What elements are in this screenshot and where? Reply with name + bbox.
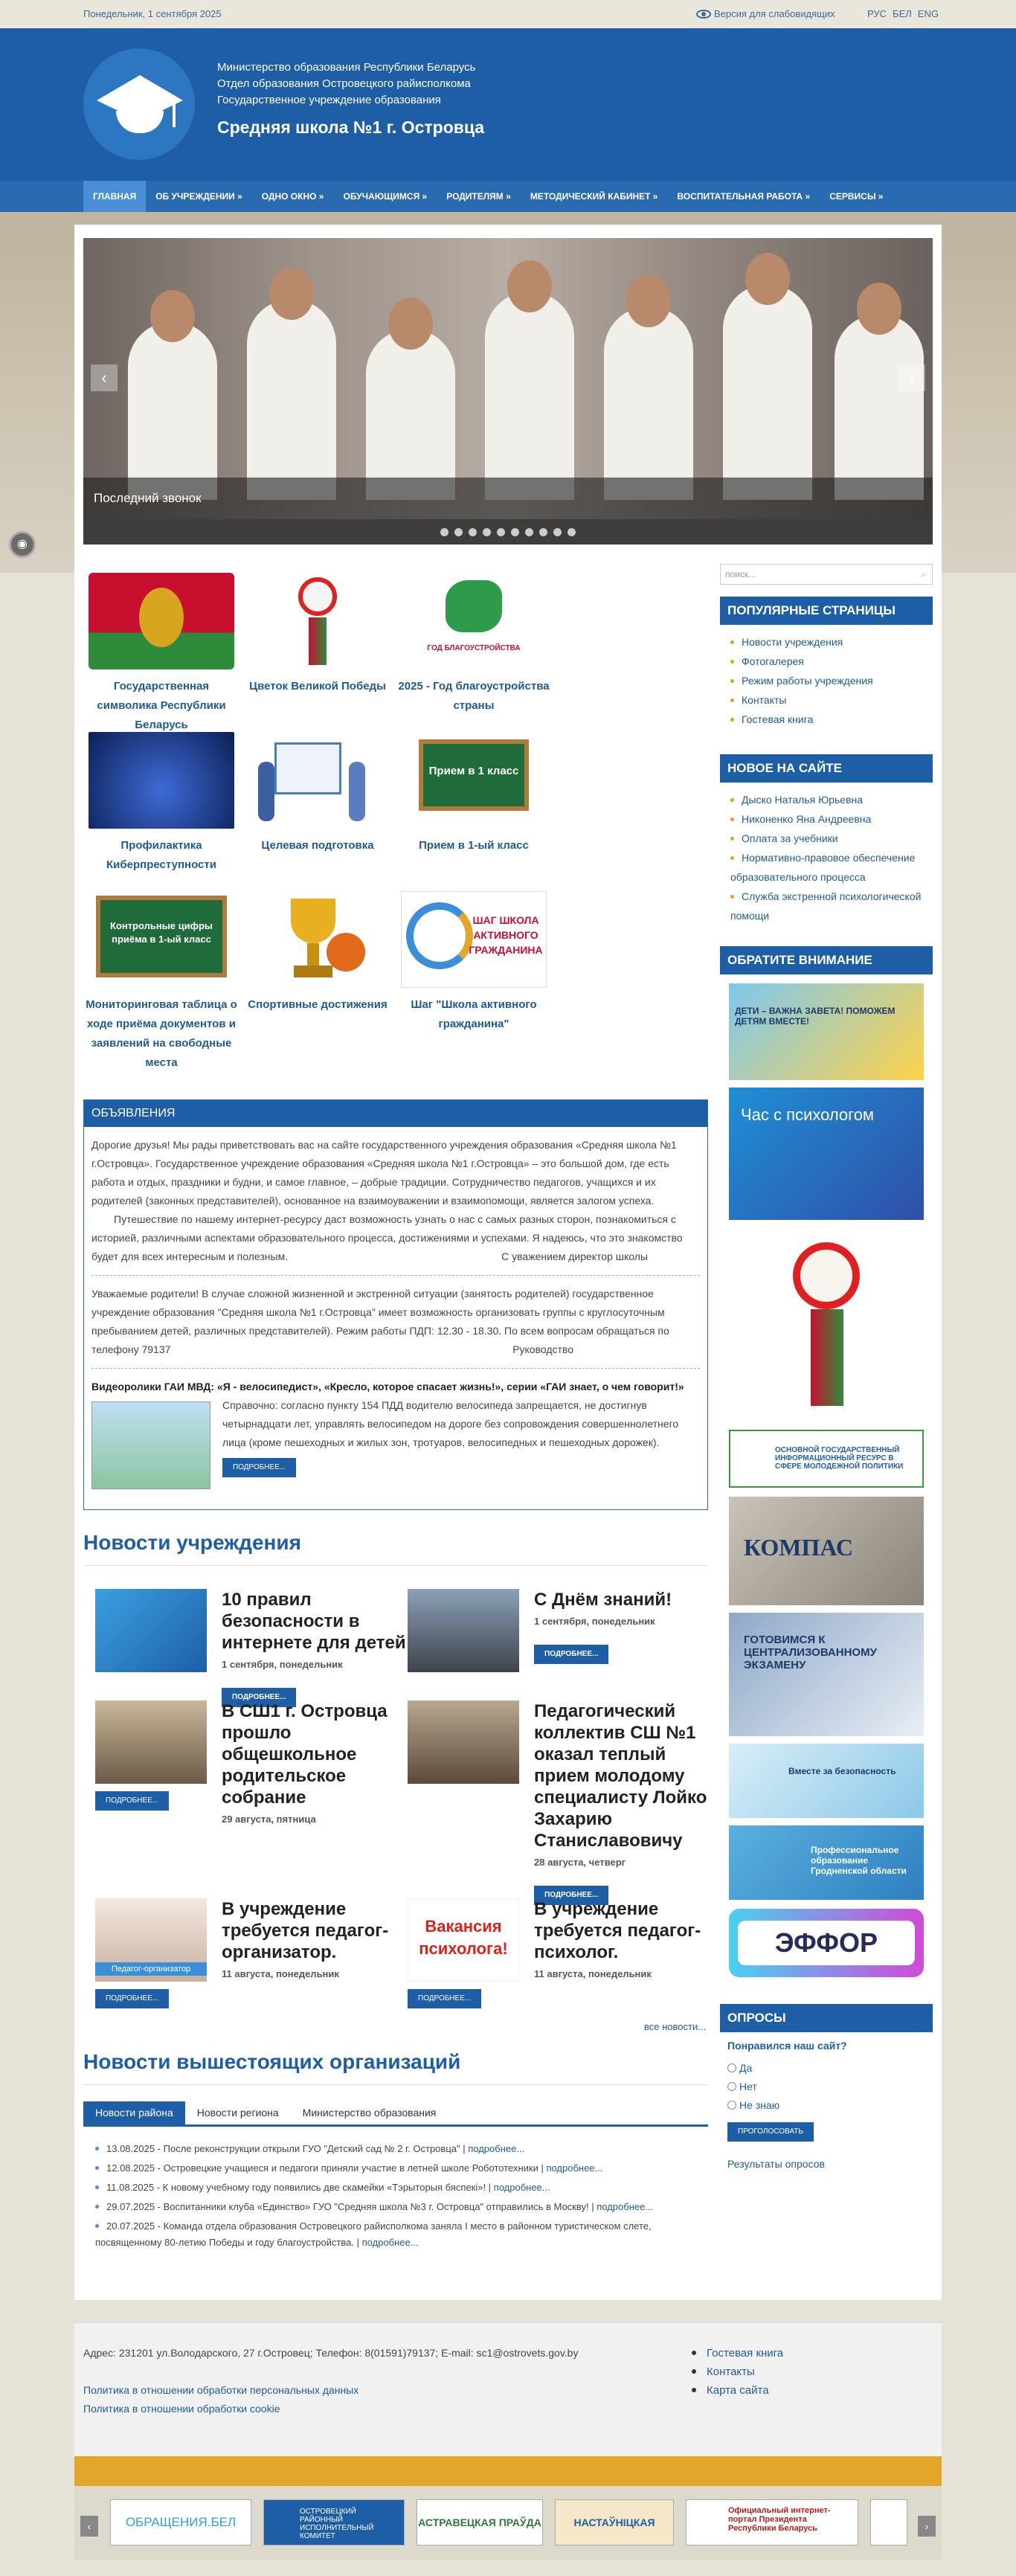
news-date: 28 августа, четверг [534, 1857, 626, 1868]
nav-one-window[interactable]: ОДНО ОКНО » [261, 191, 324, 202]
tab-district[interactable]: Новости района [83, 2101, 185, 2124]
announcements-title: ОБЪЯВЛЕНИЯ [84, 1100, 707, 1127]
eye-icon [696, 10, 711, 19]
main-nav [0, 181, 1016, 212]
news-thumbnail[interactable] [95, 1589, 207, 1672]
news-more-button[interactable]: ПОДРОБНЕЕ... [534, 1645, 608, 1664]
grid-label: Прием в 1-ый класс [419, 839, 529, 852]
trophy-icon [245, 891, 390, 988]
news-more-button[interactable]: ПОДРОБНЕЕ... [534, 1886, 608, 1905]
news-title[interactable]: В учреждение требуется педагог-организатор. [222, 1899, 389, 1962]
banner-effor[interactable]: ЭФФОР [729, 1909, 924, 1977]
news-title[interactable]: С Днём знаний! [534, 1590, 672, 1610]
grid-label: Мониторинговая таблица о ходе приёма документов и заявлений на свободные места [86, 998, 237, 1069]
banner-prof-education[interactable]: Профессиональное образование Гродненской области [729, 1825, 924, 1900]
grid-label: Шаг "Школа активного гражданина" [411, 998, 537, 1030]
grid-item-cyber[interactable] [83, 732, 239, 875]
list-item: 12.08.2025 - Островецкие учащиеся и педагоги приняли участие в летней школе Робототехники | подробнее... [95, 2159, 705, 2178]
news-title[interactable]: В учреждение требуется педагог-психолог. [534, 1899, 701, 1962]
top-bar [0, 0, 1016, 28]
footer-address: Адрес: 231201 ул.Володарского, 27 г.Островец; Телефон: 8(01591)79137; E-mail: sc1@ostrovets.gov.by [83, 2347, 579, 2359]
search-icon[interactable]: ⌕ [921, 569, 926, 579]
footer-link-guestbook[interactable]: Гостевая книга [692, 2344, 783, 2363]
banner-psychologist[interactable]: Час с психологом [729, 1088, 924, 1220]
sidebar-link[interactable]: Оплата за учебники [730, 829, 922, 848]
year-logo-icon: ГОД БЛАГОУСТРОЙСТВА [401, 573, 547, 669]
video-notice: Видеоролики ГАИ МВД: «Я - велосипедист», «Кресло, которое спасает жизнь!», серии «ГАИ знает, о чем говорит!» Справочно: согласно пункту 154 ПДД водителю велосипеда запрещается, не достигнув четырнадцати лет, управлять велосипедом на дороге без сопровождения совершеннолетнего лица (кроме пешеходных и жилых зон, тротуаров, велосипедных и пешеходных дорожек). ПОДРОБНЕЕ... [84, 1369, 707, 1486]
news-more-button[interactable]: ПОДРОБНЕЕ... [222, 1688, 296, 1707]
slider-next-button[interactable]: › [898, 364, 925, 391]
radio-icon[interactable] [727, 2101, 736, 2110]
victory-flower-icon [245, 573, 390, 669]
privacy-policy-link[interactable]: Политика в отношении обработки персональных данных [83, 2384, 359, 2396]
header-institution-type: Государственное учреждение образования [217, 94, 441, 106]
grid-label: Государственная символика Республики Беларусь [97, 680, 226, 731]
news-more-link[interactable]: подробнее... [597, 2201, 654, 2212]
slider-dot[interactable] [553, 528, 562, 536]
sidebar-link[interactable]: Фотогалерея [730, 652, 922, 671]
video-more-button[interactable]: ПОДРОБНЕЕ... [222, 1458, 296, 1477]
grid-item-year[interactable] [396, 573, 552, 716]
news-item[interactable] [95, 1898, 408, 2002]
slider-caption: Последний звонок [83, 478, 933, 519]
footer-link-contacts[interactable]: Контакты [692, 2363, 783, 2381]
visually-impaired-link[interactable]: Версия для слабовидящих [696, 8, 835, 19]
carousel-next-button[interactable]: › [918, 2516, 936, 2537]
sidebar-link[interactable]: Служба экстренной психологической помощи [730, 887, 922, 925]
higher-news-title: Новости вышестоящих организаций [83, 2050, 461, 2073]
news-date: 1 сентября, понедельник [534, 1616, 655, 1627]
list-item: 20.07.2025 - Команда отдела образования Островецкого райисполкома заняла I место в районном туристическом слете, посвященному 80-летию Победы и году благоустройства. | подробнее... [95, 2217, 705, 2251]
sidebar-link[interactable]: Нормативно-правовое обеспечение образовательного процесса [730, 848, 922, 887]
sidebar-link[interactable]: Никоненко Яна Андреевна [730, 809, 922, 829]
grid-item-victory-flower[interactable] [239, 573, 396, 696]
monitoring-icon: Контрольные цифры приёма в 1-ый класс [89, 891, 234, 988]
site-title[interactable]: Средняя школа №1 г. Островца [217, 118, 485, 137]
traffic-video-thumb[interactable] [91, 1401, 210, 1489]
welcome-text: Дорогие друзья! Мы рады приветствовать вас на сайте государственного учреждения образования «Средняя школа №1 г.Островца». Государственное учреждение образования «Средняя школа №1 г.Островца» – это большой дом, где есть работа и отдых, праздники и будни, и самое главное, – добрые традиции. Сотрудничество педагогов, учащихся и их родителей (законных представителей), основанное на взаимоуважении и взаимопомощи, является залогом успеха. Путешествие по нашему интернет-ресурсу даст возможность узнать о нас с самых разных сторон, познакомиться с историей, различными аспектами образовательного процесса, достижениями и успехами. Я надеюсь, что это знакомство будет для всех интересным и полезным. С уважением директор школы [91, 1139, 683, 1262]
sidebar-link[interactable]: Режим работы учреждения [730, 671, 922, 690]
news-title[interactable]: Педагогический коллектив СШ №1 оказал теплый прием молодому специалисту Лойко Захарию Станиславовичу [534, 1701, 707, 1851]
sidebar-link[interactable]: Контакты [730, 690, 922, 710]
grid-label: 2025 - Год благоустройства страны [398, 680, 550, 712]
announcements-box [83, 1099, 708, 1510]
banner-exam[interactable]: ГОТОВИМСЯ К ЦЕНТРАЛИЗОВАННОМУ ЭКЗАМЕНУ [729, 1613, 924, 1736]
slider-dot[interactable] [539, 528, 547, 536]
language-switcher [867, 8, 945, 19]
banner-victory-flower[interactable] [729, 1235, 924, 1413]
news-title[interactable]: 10 правил безопасности в интернете для детей [222, 1590, 406, 1653]
sidebar-heading: ОПРОСЫ [720, 2004, 933, 2032]
news-more-link[interactable]: подробнее... [546, 2162, 603, 2174]
site-header [0, 28, 1016, 181]
banner-safety[interactable]: Вместе за безопасность [729, 1744, 924, 1818]
slider-dot[interactable] [483, 528, 491, 536]
slider-dot[interactable] [469, 528, 477, 536]
radio-icon[interactable] [727, 2082, 736, 2091]
news-more-link[interactable]: подробнее... [468, 2143, 525, 2154]
news-date: 11 августа, понедельник [534, 1968, 652, 1979]
news-thumbnail[interactable] [408, 1589, 519, 1672]
news-more-link[interactable]: подробнее... [361, 2237, 419, 2248]
flag-emblem-icon [89, 573, 234, 669]
sidebar-heading: НОВОЕ НА САЙТЕ [720, 754, 933, 783]
poll-question: Понравился наш сайт? [727, 2040, 847, 2052]
shag-icon: ШАГ ШКОЛА АКТИВНОГО ГРАЖДАНИНА [401, 891, 547, 988]
nav-home[interactable]: ГЛАВНАЯ [83, 181, 146, 212]
poll-option-no[interactable]: Нет [727, 2078, 925, 2096]
partner-banner[interactable]: НАСТАЎНІЦКАЯ [555, 2499, 674, 2546]
slider-dots [83, 519, 933, 545]
lang-be[interactable]: БЕЛ [893, 8, 912, 19]
partner-banner[interactable]: АСТРАВЕЦКАЯ ПРАЎДА [417, 2499, 543, 2546]
footer-gold-bar [74, 2456, 942, 2486]
grid-item-first-grade[interactable] [396, 732, 552, 855]
grid-item-shag[interactable] [396, 891, 552, 1034]
accessibility-icon[interactable]: ◉ [9, 531, 36, 558]
tab-ministry[interactable]: Министерство образования [302, 2107, 437, 2119]
header-text [217, 60, 484, 135]
partner-banner[interactable] [870, 2499, 907, 2546]
slider-dot[interactable] [568, 528, 576, 536]
news-thumbnail[interactable]: Вакансия психолога! [408, 1898, 519, 1982]
footer-link-sitemap[interactable]: Карта сайта [692, 2381, 783, 2400]
graduation-cap-logo-icon[interactable] [83, 48, 195, 160]
news-section-title: Новости учреждения [83, 1531, 301, 1554]
nav-upbringing[interactable]: ВОСПИТАТЕЛЬНАЯ РАБОТА » [677, 191, 811, 202]
banner-children[interactable]: ДЕТИ – ВАЖНА ЗАВЕТА! ПОМОЖЕМ ДЕТЯМ ВМЕСТЕ! [729, 983, 924, 1080]
list-item: 13.08.2025 - После реконструкции открыли ГУО "Детский сад № 2 г. Островца" | подробнее... [95, 2139, 705, 2159]
news-title[interactable]: В СШ1 г. Островца прошло общешкольное родительское собрание [222, 1701, 388, 1808]
news-more-button[interactable]: ПОДРОБНЕЕ... [95, 1989, 169, 2008]
sidebar-link[interactable]: Гостевая книга [730, 710, 922, 729]
all-news-link[interactable]: все новости... [644, 2021, 707, 2032]
news-more-button[interactable]: ПОДРОБНЕЕ... [408, 1989, 481, 2008]
news-thumbnail[interactable] [408, 1700, 519, 1784]
nav-services[interactable]: СЕРВИСЫ » [829, 191, 884, 202]
search-input[interactable]: поиск... ⌕ [720, 564, 933, 585]
grid-item-symbols[interactable] [83, 573, 239, 735]
header-department: Отдел образования Островецкого райисполкома [217, 77, 471, 90]
sidebar-popular [720, 597, 933, 736]
sidebar-link[interactable]: Дыско Наталья Юрьевна [730, 790, 922, 809]
slider-dot[interactable] [511, 528, 519, 536]
carousel-prev-button[interactable]: ‹ [80, 2516, 98, 2537]
list-item: 29.07.2025 - Воспитанники клуба «Единство» ГУО "Средняя школа №3 г. Островца" отправились в Москву! | подробнее... [95, 2197, 705, 2217]
cyber-icon [89, 732, 234, 829]
grid-label: Спортивные достижения [248, 998, 388, 1011]
slider-dot[interactable] [497, 528, 505, 536]
news-date: 29 августа, пятница [222, 1814, 316, 1825]
sidebar-poll [720, 2004, 933, 2179]
sidebar-heading: ПОПУЛЯРНЫЕ СТРАНИЦЫ [720, 597, 933, 625]
nav-parents[interactable]: РОДИТЕЛЯМ » [446, 191, 511, 202]
grid-label: Целевая подготовка [261, 839, 374, 852]
news-thumbnail[interactable] [95, 1700, 207, 1784]
presentation-icon [245, 732, 390, 829]
slider-prev-button[interactable]: ‹ [91, 364, 118, 391]
vote-button[interactable]: ПРОГОЛОСОВАТЬ [727, 2122, 814, 2142]
slider-dot[interactable] [454, 528, 463, 536]
slider-dot[interactable] [525, 528, 533, 536]
partner-banner[interactable]: ОБРАЩЕНИЯ.БЕЛ [110, 2499, 251, 2546]
higher-news-tabs [83, 2101, 708, 2127]
news-date: 11 августа, понедельник [222, 1968, 339, 1979]
banner-compass[interactable]: КОМПАС [729, 1497, 924, 1605]
poll-results-link[interactable]: Результаты опросов [727, 2158, 825, 2170]
partner-banner[interactable]: Официальный интернет-портал Президента Республики Беларусь [686, 2499, 858, 2546]
victory-flower-icon [793, 1242, 860, 1309]
banner-youth[interactable]: ОСНОВНОЙ ГОСУДАРСТВЕННЫЙ ИНФОРМАЦИОННЫЙ РЕСУРС В СФЕРЕ МОЛОДЕЖНОЙ ПОЛИТИКИ [729, 1430, 924, 1488]
sidebar-attention [720, 946, 933, 974]
footer [74, 2322, 942, 2456]
news-more-button[interactable]: ПОДРОБНЕЕ... [95, 1791, 169, 1811]
cookie-policy-link[interactable]: Политика в отношении обработки cookie [83, 2403, 280, 2415]
sidebar-heading: ОБРАТИТЕ ВНИМАНИЕ [720, 946, 933, 974]
sidebar-new [720, 754, 933, 933]
radio-icon[interactable] [727, 2063, 736, 2072]
partner-banner[interactable]: ОСТРОВЕЦКИЙ РАЙОННЫЙ ИСПОЛНИТЕЛЬНЫЙ КОМИТЕТ [263, 2499, 405, 2546]
grid-label: Профилактика Киберпреступности [106, 839, 216, 871]
news-more-link[interactable]: подробнее... [493, 2182, 550, 2193]
nav-students[interactable]: ОБУЧАЮЩИМСЯ » [343, 191, 428, 202]
nav-about[interactable]: ОБ УЧРЕЖДЕНИИ » [155, 191, 242, 202]
grid-label: Цветок Великой Победы [249, 680, 386, 693]
blackboard-icon: Прием в 1 класс [401, 732, 547, 829]
photo-slider [83, 238, 933, 545]
parents-notice: Уважаемые родители! В случае сложной жизненной и экстренной ситуации (занятость родителей) государственное учреждение образования "Средняя школа №1 г.Островца" имеет возможность организовать группы с круглосуточным пребыванием детей, различных представителей). Режим работы ПДП: 12.30 - 18.30. По всем вопросам обращаться по телефону 79137 Руководство [91, 1288, 669, 1355]
news-thumbnail[interactable]: Педагог-организатор [95, 1898, 207, 1982]
current-date: Понедельник, 1 сентября 2025 [83, 8, 222, 19]
grid-item-target-training[interactable] [239, 732, 396, 855]
tab-region[interactable]: Новости региона [196, 2107, 279, 2119]
header-ministry: Министерство образования Республики Беларусь [217, 61, 476, 74]
sidebar-link[interactable]: Новости учреждения [730, 632, 922, 652]
partner-carousel [74, 2486, 942, 2560]
poll-option-yes[interactable]: Да [727, 2059, 925, 2078]
news-date: 1 сентября, понедельник [222, 1659, 343, 1670]
lang-ru[interactable]: РУС [867, 8, 887, 19]
list-item: 11.08.2025 - К новому учебному году появились две скамейки «Тэрыторыя бяспекі»! | подробнее... [95, 2178, 705, 2197]
higher-news-list [95, 2139, 705, 2251]
nav-methodical[interactable]: МЕТОДИЧЕСКИЙ КАБИНЕТ » [530, 191, 658, 202]
grid-item-sport[interactable] [239, 891, 396, 1015]
slider-dot[interactable] [440, 528, 448, 536]
grid-item-monitoring[interactable] [83, 891, 239, 1073]
lang-en[interactable]: ENG [917, 8, 939, 19]
poll-option-dontknow[interactable]: Не знаю [727, 2096, 925, 2115]
